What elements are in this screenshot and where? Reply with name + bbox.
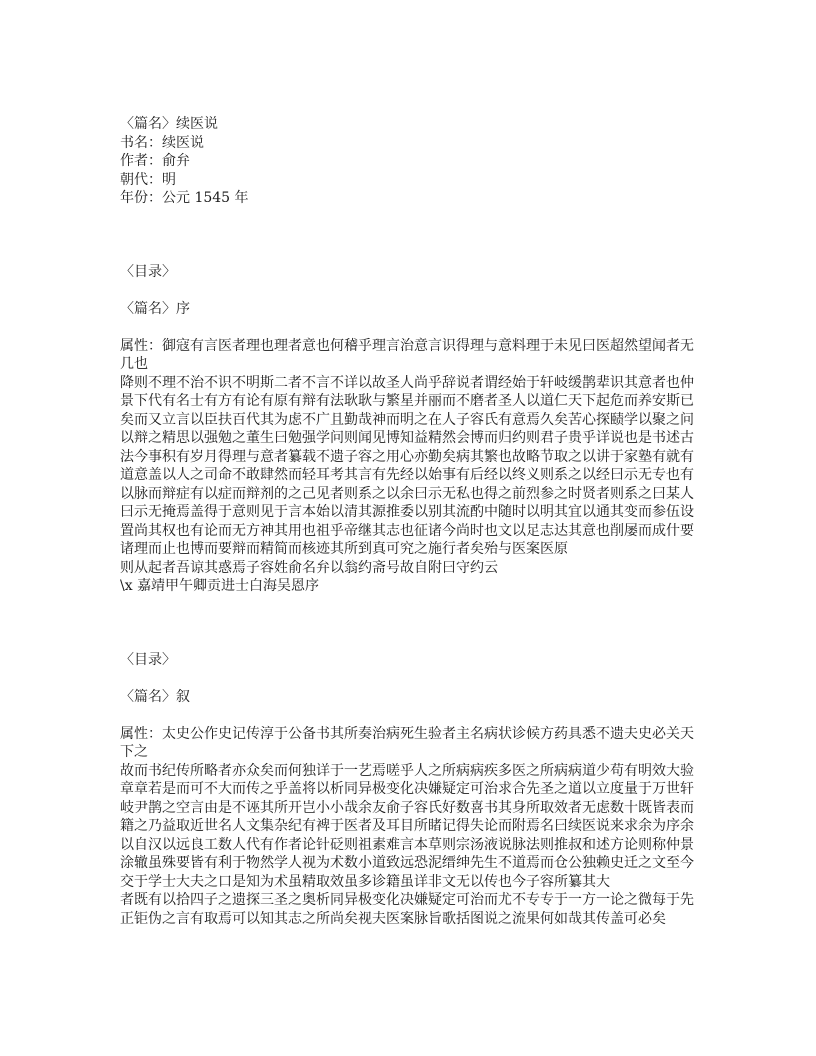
doc-title-line: 〈篇名〉续医说: [120, 116, 218, 132]
book-name: 书名：续医说: [120, 134, 204, 151]
signature: \x 嘉靖甲午卿贡进士白海吴恩序: [120, 578, 320, 594]
spacer: [120, 281, 696, 300]
year: 年份：公元 1545 年: [120, 190, 249, 206]
chapter-title: 〈篇名〉序: [120, 300, 190, 317]
closing-line: 者既有以拾四子之遗探三圣之奥析同异极变化决嫌疑定可治而尤不专专于一方一论之微每于先正钜伪之言有取焉可以知其志之所尚矣视夫医案脉旨歌括图说之流果何如哉其传盖可必矣: [120, 892, 694, 927]
body-paragraph: 降则不理不治不识不明斯二者不言不详以故圣人尚乎辞说者谓经始于轩岐缓鹊辈识其意者也仲景下代有名士有方有论有原有辩有法耿耿与繁星并丽而不磨者圣人以道仁天下起危而养安斯已矣而又立言以臣扶百代其为虑不广且勤哉神而明之在人子容氏有意焉久矣苦心探赜学以聚之问以辩之精思以强勉之董生曰勉强学问则闻见博知益精然会博而归约则君子贵乎详说也是书述古法今事积有岁月得理与意者纂载不遗子容之用心亦勤矣病其繁也故略节取之以讲于家塾有就有道意盖以人之司命不敢肆然而轻耳考其言有先经以始事有后经以终义则系之以经曰示无专也有以脉而辩症有以症而辩剂的之己见者则系之以余曰示无私也得之前烈参之时贤者则系之曰某人曰示无掩焉盖得于意则见于言本始以清其源推委以别其流酌中随时以明其宜以通其变而参伍设置尚其权也有论而无方神其用也祖乎帝继其志也征诸今尚时也文以足志达其意也削屡而成什要诸理而止也博而要辩而精简而核迹其所到真可究之施行者矣殆与医案医原: [120, 374, 694, 557]
document-page: [120, 115, 696, 928]
toc-label: 〈目录〉: [120, 651, 176, 668]
closing-line: 则从起者吾谅其惑焉子容姓俞名弁以翁约斋号故自附曰守约云: [120, 559, 498, 576]
toc-label: 〈目录〉: [120, 263, 176, 280]
chapter-title: 〈篇名〉叙: [120, 688, 190, 705]
spacer: [120, 669, 696, 688]
spacer: [120, 318, 696, 337]
body-paragraph: 故而书纪传所略者亦众矣而何独详于一艺焉嗟乎人之所病病疾多医之所病病道少苟有明效大验章章若是而可不大而传之乎盖将以析同异极变化决嫌疑定可治求合先圣之道以立度量于万世轩岐尹鹊之空言由是不诬其所开岂小小哉余友俞子容氏好数喜书其身所取效者无虑数十既皆表而籍之乃益取近世名人文集杂纪有裨于医者及耳目所睹记得失论而附焉名曰续医说来求余为序余以自汉以远良工数人代有作者论针砭则祖素难言本草则宗汤液说脉法则推叔和述方论则称仲景涂辙虽殊要皆有利于物然学人视为术数小道致远恐泥缙绅先生不道焉而仓公独赖史迁之文至今交于学士大夫之口是知为术虽精取效虽多诊籍虽详非文无以传也今子容所纂其大: [120, 762, 694, 890]
spacer: [120, 208, 696, 263]
dynasty: 朝代：明: [120, 171, 176, 188]
attribute-line: 属性：太史公作史记传淳于公备书其所奏治病死生验者主名病状诊候方药具悉不遗夫史必关天下之: [120, 725, 694, 760]
attribute-line: 属性：御寇有言医者理也理者意也何稽乎理言治意言识得理与意料理于未见曰医超然望闻者无几也: [120, 337, 694, 372]
spacer: [120, 596, 696, 651]
author: 作者：俞弁: [120, 153, 190, 169]
spacer: [120, 706, 696, 725]
